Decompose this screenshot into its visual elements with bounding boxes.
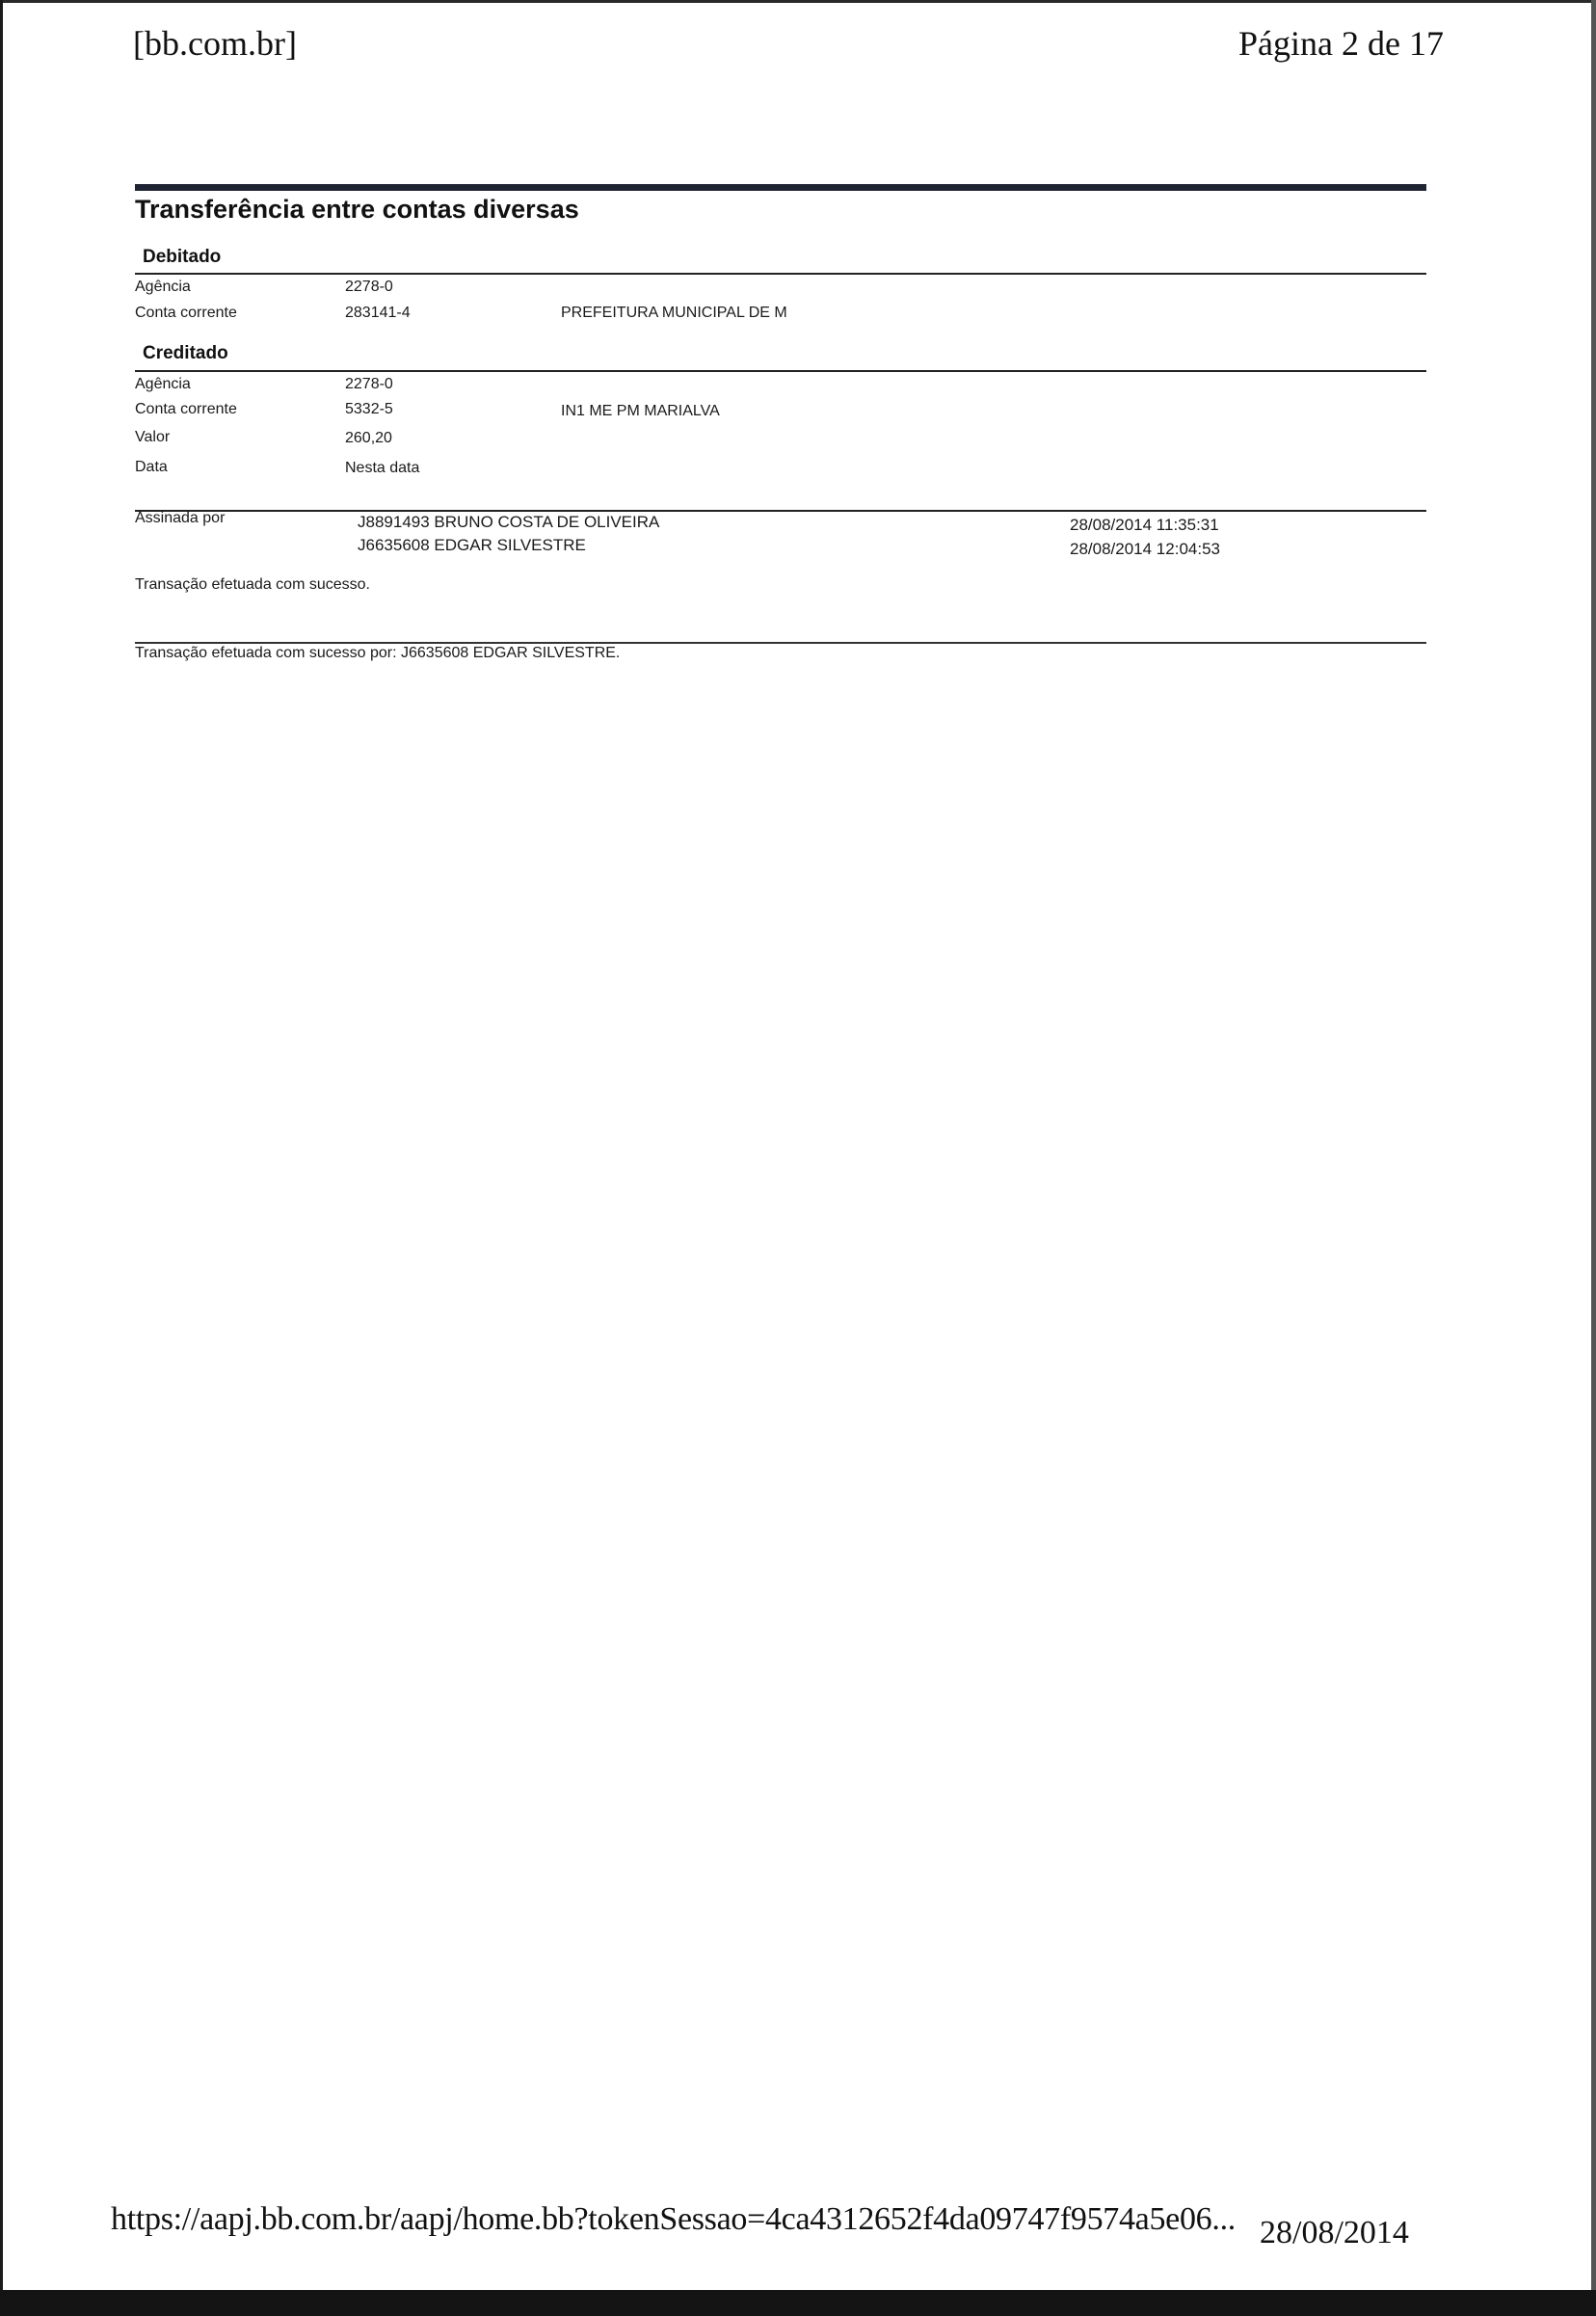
scan-edge-top xyxy=(0,0,1596,3)
debitado-conta-value: 283141-4 xyxy=(345,305,411,321)
section-debitado-rule xyxy=(135,273,1426,275)
document-title: Transferência entre contas diversas xyxy=(135,195,579,224)
scan-edge-right xyxy=(1591,0,1596,2316)
section-creditado-heading: Creditado xyxy=(143,343,228,363)
signatures-rule xyxy=(135,510,1426,512)
signer-2-name: J6635608 EDGAR SILVESTRE xyxy=(358,536,586,554)
creditado-titular: IN1 ME PM MARIALVA xyxy=(561,403,720,419)
section-creditado-rule xyxy=(135,370,1426,372)
print-footer-date: 28/08/2014 xyxy=(1260,2215,1409,2250)
debitado-titular: PREFEITURA MUNICIPAL DE M xyxy=(561,305,787,321)
creditado-agencia-value: 2278-0 xyxy=(345,376,393,392)
creditado-conta-label: Conta corrente xyxy=(135,401,237,417)
print-header-page-number: Página 2 de 17 xyxy=(1238,24,1444,63)
title-top-rule xyxy=(135,184,1426,191)
print-footer-url: https://aapj.bb.com.br/aapj/home.bb?tokenSessao=4ca4312652f4da09747f9574a5e06... xyxy=(111,2201,1236,2237)
debitado-agencia-label: Agência xyxy=(135,279,191,295)
data-value: Nesta data xyxy=(345,460,420,476)
transaction-status-footer: Transação efetuada com sucesso por: J6635608 EDGAR SILVESTRE. xyxy=(135,645,621,661)
section-debitado-heading: Debitado xyxy=(143,247,222,267)
signer-2-datetime: 28/08/2014 12:04:53 xyxy=(1070,540,1220,558)
data-label: Data xyxy=(135,459,168,475)
print-header-site: [bb.com.br] xyxy=(133,24,297,63)
valor-label: Valor xyxy=(135,429,171,445)
transaction-status: Transação efetuada com sucesso. xyxy=(135,576,370,593)
signer-1-name: J8891493 BRUNO COSTA DE OLIVEIRA xyxy=(358,513,660,531)
scan-edge-bottom xyxy=(0,2290,1596,2316)
footer-status-rule xyxy=(135,642,1426,644)
creditado-conta-value: 5332-5 xyxy=(345,401,393,417)
signer-1-datetime: 28/08/2014 11:35:31 xyxy=(1070,516,1219,534)
debitado-agencia-value: 2278-0 xyxy=(345,279,393,295)
debitado-conta-label: Conta corrente xyxy=(135,305,237,321)
creditado-agencia-label: Agência xyxy=(135,376,191,392)
assinada-por-label: Assinada por xyxy=(135,510,226,526)
valor-value: 260,20 xyxy=(345,430,392,446)
scan-edge-left xyxy=(0,0,3,2316)
